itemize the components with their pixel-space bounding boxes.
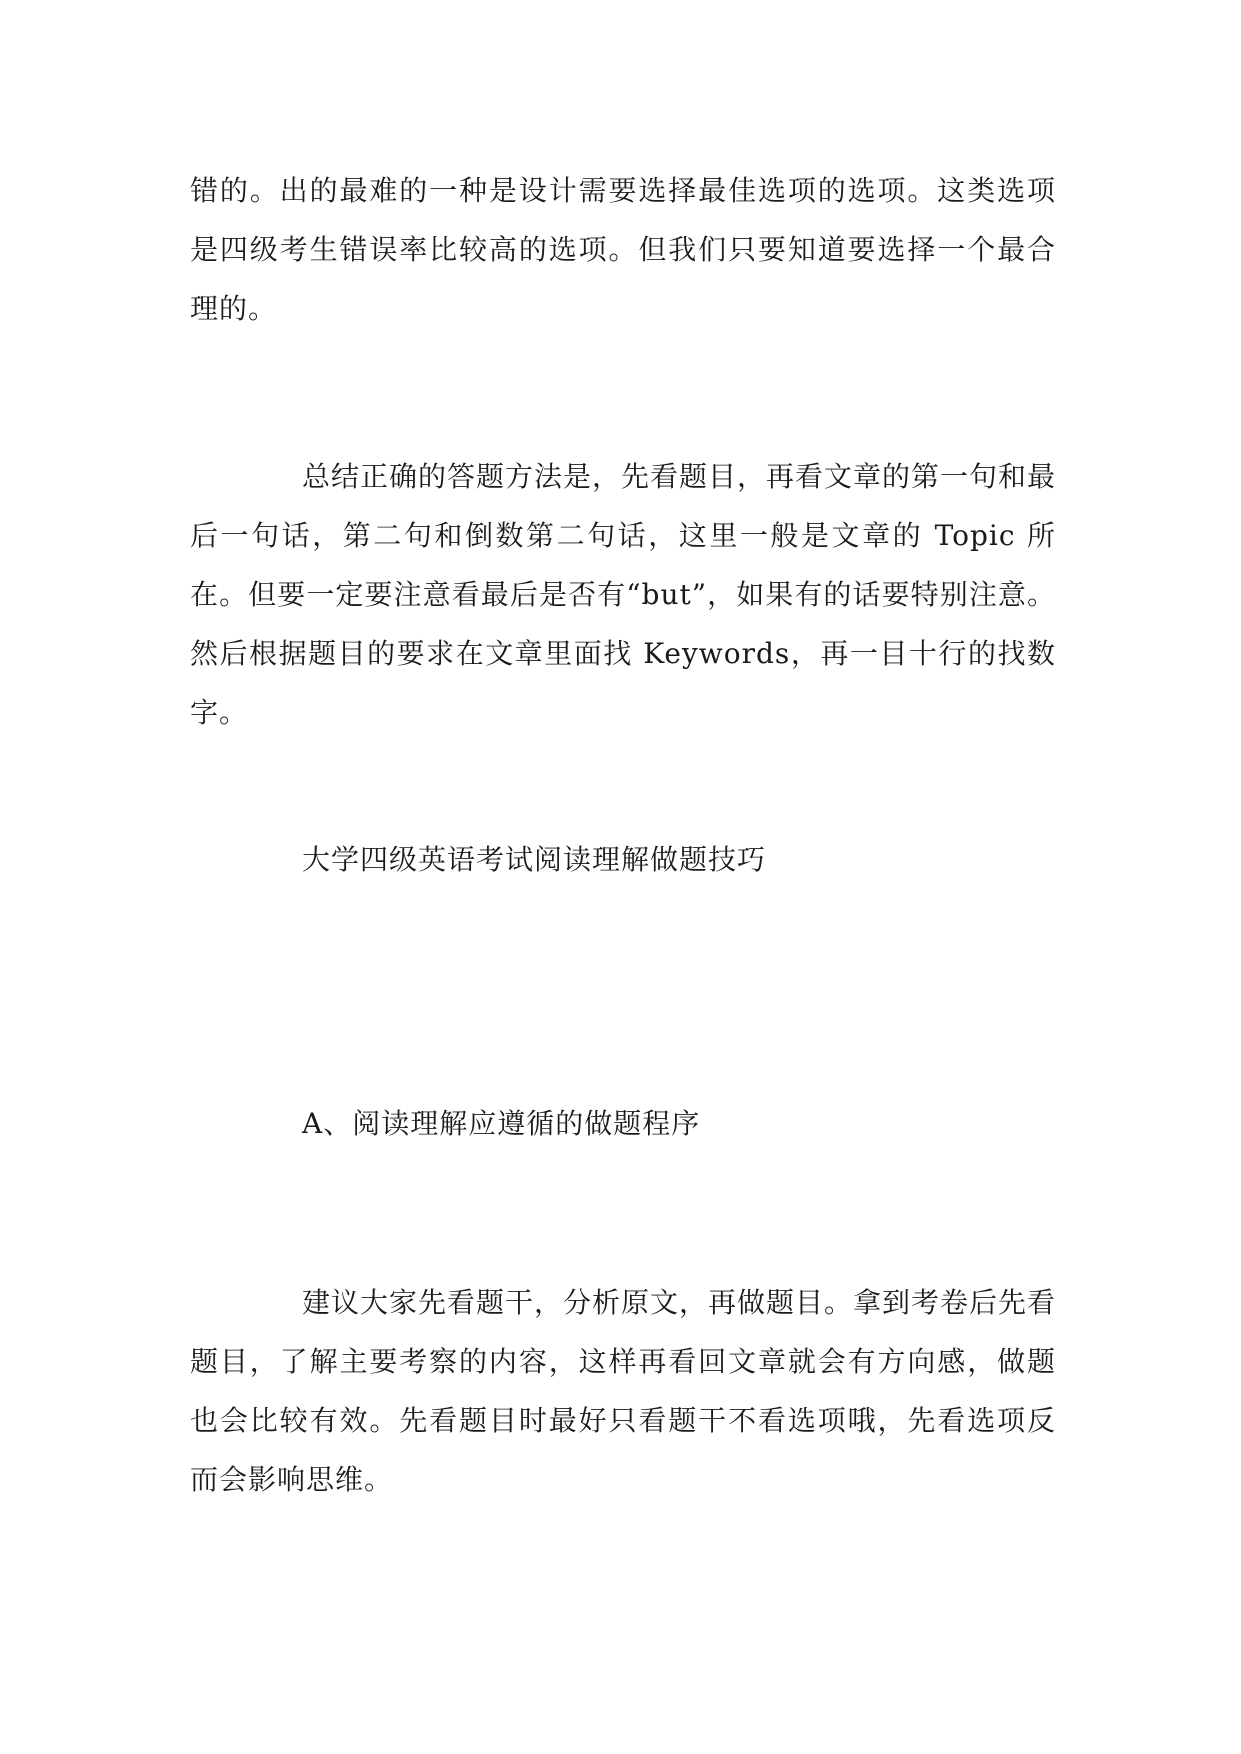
paragraph-procedure: 建议大家先看题干，分析原文，再做题目。拿到考卷后先看题目，了解主要考察的内容，这样再看回文章就会有方向感，做题也会比较有效。先看题目时最好只看题干不看选项哦，先看选项反而会影响思维。 [190,1286,1057,1496]
paragraph-continuation: 错的。出的最难的一种是设计需要选择最佳选项的选项。这类选项是四级考生错误率比较高的选项。但我们只要知道要选择一个最合理的。 [190,174,1056,325]
section-heading: 大学四级英语考试阅读理解做题技巧 [302,843,767,876]
paragraph-answer-method: 总结正确的答题方法是，先看题目，再看文章的第一句和最后一句话，第二句和倒数第二句话，这里一般是文章的 Topic 所在。但要一定要注意看最后是否有“but”，如果有的话要特别注意。然后根据题目的要求在文章里面找 Keywords，再一目十行的找数字。 [190,460,1057,729]
subsection-heading: A、阅读理解应遵循的做题程序 [302,1107,701,1140]
